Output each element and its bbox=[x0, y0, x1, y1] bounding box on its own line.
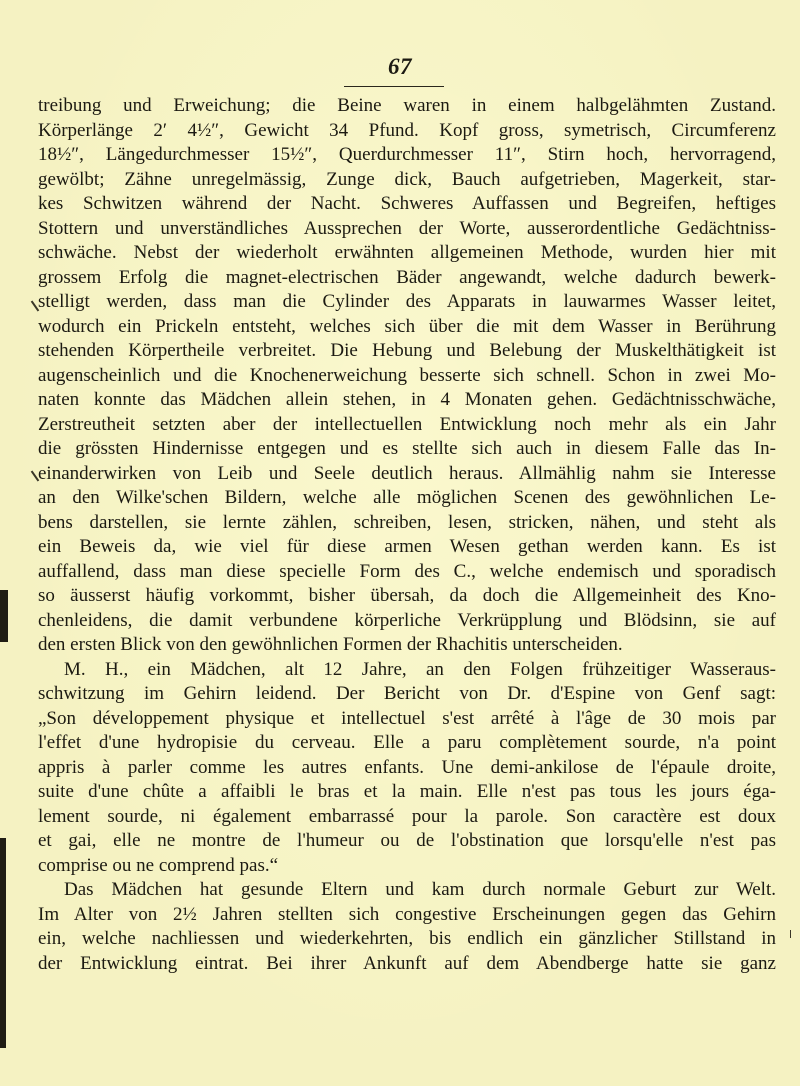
text-line: l'effet d'une hydropisie du cerveau. Elle a paru complètement sourde, n'a point bbox=[38, 732, 776, 753]
text-line: auffallend, dass man diese specielle Form des C., welche endemisch und sporadisch bbox=[38, 560, 776, 582]
text-line: an den Wilke'schen Bildern, welche alle möglichen Scenen des gewöhnlichen Le- bbox=[38, 487, 776, 508]
text-line: der Entwicklung eintrat. Bei ihrer Ankunft auf dem Abendberge hatte sie ganz bbox=[38, 952, 776, 974]
text-line: augenscheinlich und die Knochenerweichung besserte sich schnell. Schon in zwei Mo- bbox=[38, 364, 776, 386]
text-line: wodurch ein Prickeln entsteht, welches sich über die mit dem Wasser in Berührung bbox=[38, 315, 776, 337]
text-line: stehenden Körpertheile verbreitet. Die Hebung und Belebung der Muskelthätigkeit ist bbox=[38, 340, 776, 361]
text-line: ein Beweis da, wie viel für diese armen Wesen gethan werden kann. Es ist bbox=[38, 536, 776, 557]
page-header bbox=[0, 54, 800, 80]
header-rule bbox=[344, 86, 444, 87]
text-line: M. H., ein Mädchen, alt 12 Jahre, an den Folgen frühzeitiger Wasseraus- bbox=[64, 658, 776, 680]
text-line: Stottern und unverständliches Aussprechen der Worte, ausserordentliche Gedächtniss- bbox=[38, 217, 776, 239]
text-line: treibung und Erweichung; die Beine waren in einem halbgelähmten Zustand. bbox=[38, 95, 776, 116]
text-line: grossem Erfolg die magnet-electrischen Bäder angewandt, welche dadurch bewerk- bbox=[38, 266, 776, 288]
text-line: comprise ou ne comprend pas.“ bbox=[38, 854, 279, 876]
text-line: chenleidens, die damit verbundene körperliche Verkrüpplung und Blödsinn, sie auf bbox=[38, 609, 776, 631]
margin-scan-mark bbox=[0, 590, 8, 642]
text-line: schwäche. Nebst der wiederholt erwähnten allgemeinen Methode, wurden hier mit bbox=[38, 242, 776, 263]
text-line: naten konnte das Mädchen allein stehen, in 4 Monaten gehen. Gedächtnisschwäche, bbox=[38, 389, 776, 410]
text-line: „Son développement physique et intellectuel s'est arrêté à l'âge de 30 mois par bbox=[38, 707, 776, 729]
text-line: 18½″, Längedurchmesser 15½″, Querdurchmesser 11″, Stirn hoch, hervorragend, bbox=[38, 144, 776, 165]
body-text bbox=[38, 94, 776, 976]
text-line: die grössten Hindernisse entgegen und es stellte sich auch in diesem Falle das In- bbox=[38, 438, 776, 459]
stray-ink-mark bbox=[790, 930, 791, 938]
text-line: appris à parler comme les autres enfants. Une demi-ankilose de l'épaule droite, bbox=[38, 756, 776, 778]
text-line: so äusserst häufig vorkommt, bisher übersah, da doch die Allgemeinheit des Kno- bbox=[38, 585, 776, 606]
text-line: suite d'une chûte a affaibli le bras et la main. Elle n'est pas tous les jours éga- bbox=[38, 781, 776, 802]
page-number: 67 bbox=[388, 54, 412, 79]
text-line: Das Mädchen hat gesunde Eltern und kam durch normale Geburt zur Welt. bbox=[64, 879, 776, 900]
text-line: kes Schwitzen während der Nacht. Schweres Auffassen und Begreifen, heftiges bbox=[38, 193, 776, 214]
text-line: lement sourde, ni également embarrassé pour la parole. Son caractère est doux bbox=[38, 805, 776, 827]
text-line: Zerstreutheit setzten aber der intellectuellen Entwicklung noch mehr als ein Jahr bbox=[38, 413, 776, 435]
text-line: bens darstellen, sie lernte zählen, schreiben, lesen, stricken, nähen, und steht als bbox=[38, 511, 776, 533]
text-line: schwitzung im Gehirn leidend. Der Bericht von Dr. d'Espine von Genf sagt: bbox=[38, 683, 776, 704]
text-line: einanderwirken von Leib und Seele deutlich heraus. Allmählig nahm sie Interesse bbox=[38, 462, 776, 484]
text-line: ein, welche nachliessen und wiederkehrten, bis endlich ein gänzlicher Stillstand in bbox=[38, 928, 776, 949]
text-line: den ersten Blick von den gewöhnlichen Formen der Rhachitis unterscheiden. bbox=[38, 634, 623, 655]
margin-scan-mark bbox=[0, 838, 6, 1048]
text-line: Im Alter von 2½ Jahren stellten sich congestive Erscheinungen gegen das Gehirn bbox=[38, 903, 776, 925]
text-line: stelligt werden, dass man die Cylinder des Apparats in lauwarmes Wasser leitet, bbox=[38, 291, 776, 312]
text-line: Körperlänge 2′ 4½″, Gewicht 34 Pfund. Kopf gross, symetrisch, Circumferenz bbox=[38, 119, 776, 141]
text-line: et gai, elle ne montre de l'humeur ou de l'obstination que lorsqu'elle n'est pas bbox=[38, 830, 776, 851]
text-line: gewölbt; Zähne unregelmässig, Zunge dick, Bauch aufgetrieben, Magerkeit, star- bbox=[38, 168, 776, 190]
